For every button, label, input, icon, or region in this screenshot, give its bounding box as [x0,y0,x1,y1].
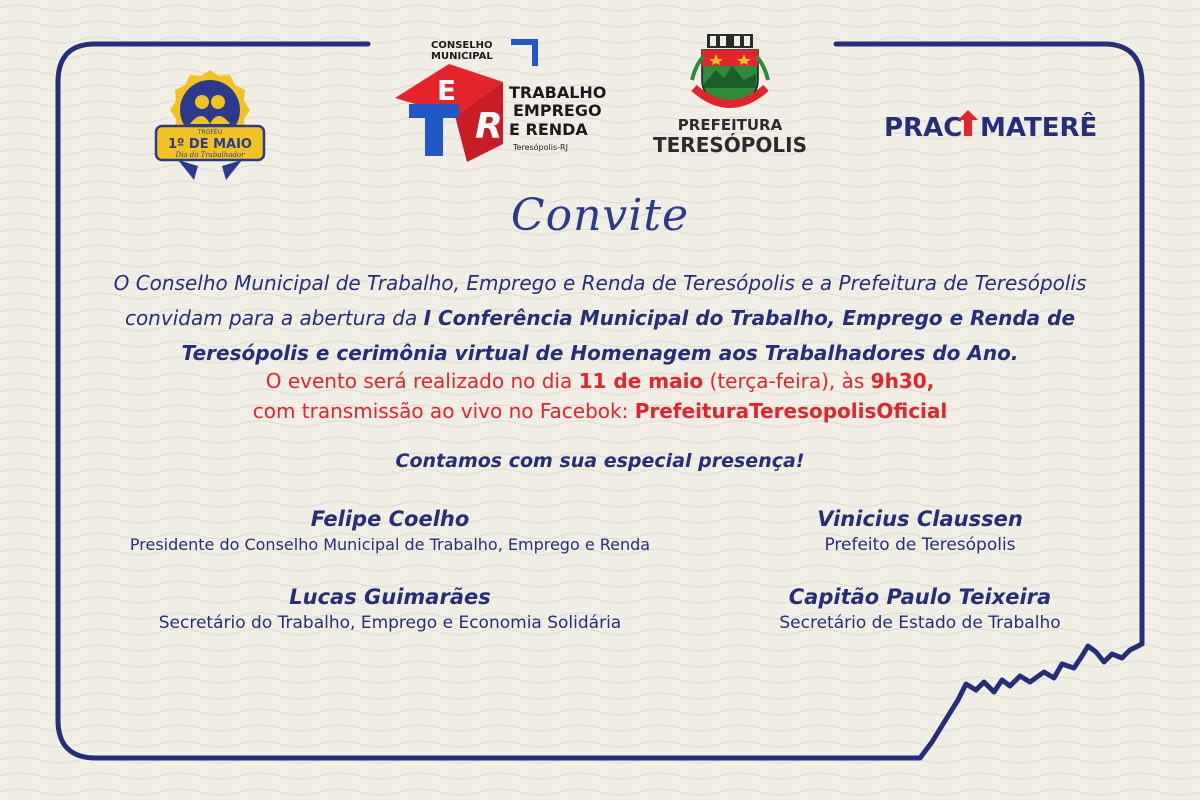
signature-block [80,584,700,634]
conselho-mark-r: R [475,106,503,147]
event-text-2: (terça-feira), às [703,369,871,393]
conselho-top-label-2: MUNICIPAL [431,51,493,62]
event-text-3: com transmissão ao vivo no Facebok: [252,399,635,423]
conselho-place: Teresópolis-RJ [513,143,568,152]
signature-role: Prefeito de Teresópolis [824,535,1016,555]
signature-name: Capitão Paulo Teixeira [788,585,1052,609]
prefeitura-city: TERESÓPOLIS [652,133,808,157]
invitation-intro [80,266,1120,371]
signature-name: Felipe Coelho [310,507,470,531]
signature-block [730,584,1110,634]
event-date: 11 de maio [578,369,704,393]
trofeu-title: 1º DE MAIO [168,137,252,152]
signature-role: Presidente do Conselho Municipal de Trabalho, Emprego e Renda [129,535,651,554]
event-time: 9h30, [870,369,935,393]
signature-role: Secretário do Trabalho, Emprego e Economia Solidária [158,613,622,633]
intro-highlight: I Conferência Municipal do Trabalho, Emprego e Renda de Teresópolis e cerimônia virtual de Homenagem aos Trabalhadores do Ano. [181,306,1076,365]
pracima-part-1: PRAC [884,113,963,143]
invitation-title: Convite [510,190,690,241]
conselho-line-2: EMPREGO [513,101,602,120]
pracima-part-2: MATERÊ [980,113,1098,143]
conselho-top-label: CONSELHO [431,40,493,51]
intro-text: O Conselho Municipal de Trabalho, Emprego e Renda de Teresópolis e a Prefeitura de Teresópolis convidam para a abertura da [113,271,1087,330]
closing-message: Contamos com sua especial presença! [395,450,805,472]
prefeitura-teresopolis-logo [640,34,820,159]
event-details [100,366,1100,426]
conselho-line-3: E RENDA [509,120,588,139]
pracimatere-logo [884,108,1104,144]
trofeu-subtitle: Dia do Trabalhador [175,151,245,159]
conselho-municipal-logo [395,38,610,163]
conselho-mark-e: E [437,74,457,107]
signature-block [730,506,1110,556]
trofeu-1-de-maio-logo [150,68,270,180]
signature-role: Secretário de Estado de Trabalho [779,613,1061,633]
facebook-page-name: PrefeituraTeresopolisOficial [634,399,948,423]
prefeitura-label: PREFEITURA [677,116,783,134]
event-text-1: O evento será realizado no dia [265,369,579,393]
signature-name: Vinicius Claussen [817,507,1023,531]
signature-name: Lucas Guimarães [289,585,491,609]
signature-block [80,506,700,556]
trofeu-label: TROFÉU [197,129,223,136]
conselho-line-1: TRABALHO [509,83,607,102]
